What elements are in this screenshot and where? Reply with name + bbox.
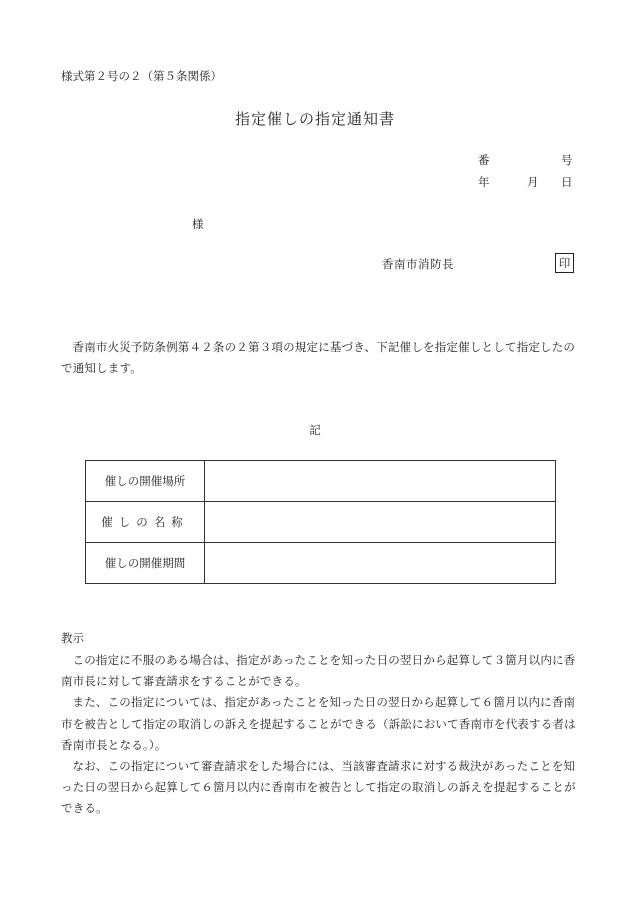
- table-row: [86, 543, 556, 584]
- issuer-name: 香南市消防長: [382, 257, 454, 271]
- table-row: [86, 502, 556, 543]
- instruction-notes: [61, 650, 581, 820]
- instruction-heading: 教示: [61, 631, 84, 645]
- instruction-paragraph: なお、この指定について審査請求をした場合には、当該審査請求に対する裁決があったことを知った日の翌日から起算して６箇月以内に香南市を被告として指定の取消しの訴えを提起することができる。: [61, 759, 576, 816]
- row-label-period: 催しの開催期間: [86, 543, 205, 584]
- instruction-paragraph: また、この指定については、指定があったことを知った日の翌日から起算して６箇月以内に香南市を被告として指定の取消しの訴えを提起することができる（訴訟において香南市を代表する者は香南市長となる。）。: [61, 695, 576, 752]
- table-row: [86, 461, 556, 502]
- document-title: 指定催しの指定通知書: [234, 110, 395, 128]
- row-value-event-name: [205, 502, 556, 543]
- row-label-event-name: 催しの名称: [86, 502, 205, 543]
- ki-heading: 記: [309, 423, 321, 437]
- instruction-paragraph: この指定に不服のある場合は、指定があったことを知った日の翌日から起算して３箇月以内に香南市長に対して審査請求をすることができる。: [61, 653, 576, 689]
- row-value-venue: [205, 461, 556, 502]
- seal-mark: 印: [555, 253, 574, 273]
- notice-body: 香南市火災予防条例第４２条の２第３項の規定に基づき、下記催しを指定催しとして指定したので通知します。: [61, 340, 576, 375]
- addressee-suffix: 様: [192, 217, 204, 231]
- date-label-year: 年: [478, 175, 490, 189]
- date-label-month: 月: [527, 175, 539, 189]
- event-info-table: [85, 460, 556, 584]
- date-label-day: 日: [561, 175, 573, 189]
- form-number: 様式第２号の２（第５条関係）: [61, 69, 222, 83]
- number-label-ban: 番: [478, 153, 490, 167]
- number-label-go: 号: [561, 153, 573, 167]
- row-label-venue: 催しの開催場所: [86, 461, 205, 502]
- row-value-period: [205, 543, 556, 584]
